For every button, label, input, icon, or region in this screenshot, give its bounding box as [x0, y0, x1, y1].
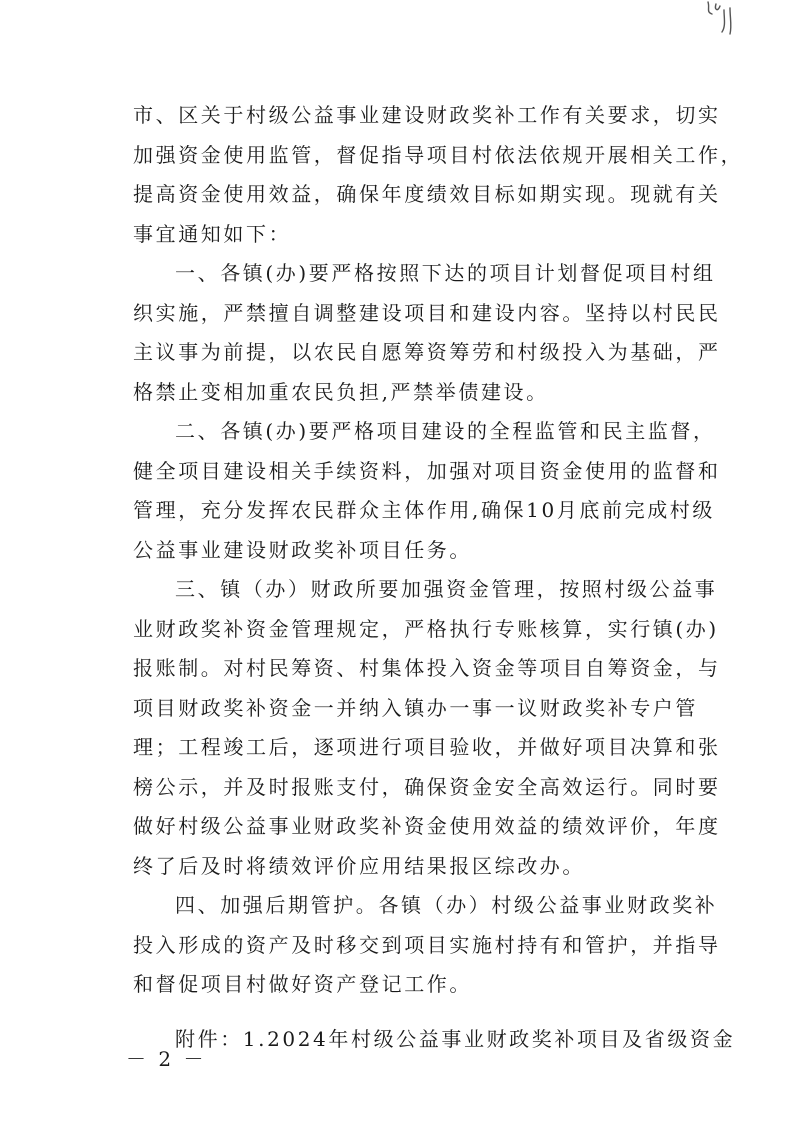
paragraph-4-line: 投入形成的资产及时移交到项目实施村持有和管护，并指导	[133, 932, 721, 957]
paragraph-1-line: 一、各镇(办)要严格按照下达的项目计划督促项目村组	[175, 261, 716, 285]
body-line: 事宜通知如下：	[133, 221, 292, 246]
paragraph-3-line: 终了后及时将绩效评价应用结果报区综改办。	[133, 853, 585, 878]
paragraph-3-line: 三、镇（办）财政所要加强资金管理，按照村级公益事	[175, 577, 718, 601]
paragraph-1-line: 主议事为前提，以农民自愿筹资筹劳和村级投入为基础，严	[133, 340, 721, 364]
paragraph-3-line: 榜公示，并及时报账支付，确保资金安全高效运行。同时要	[133, 774, 721, 799]
paragraph-4-line: 四、加强后期管护。各镇（办）村级公益事业财政奖补	[175, 893, 718, 917]
paragraph-3-line: 报账制。对村民筹资、村集体投入资金等项目自筹资金，与	[133, 656, 721, 680]
paragraph-2-line: 公益事业建设财政奖补项目任务。	[133, 537, 472, 562]
body-line: 加强资金使用监管，督促指导项目村依法依规开展相关工作，	[133, 142, 744, 167]
paragraph-2-line: 管理，充分发挥农民群众主体作用,确保10月底前完成村级	[133, 498, 716, 522]
paragraph-2-line: 二、各镇(办)要严格项目建设的全程监管和民主监督，	[175, 419, 716, 443]
paragraph-3-line: 做好村级公益事业财政奖补资金使用效益的绩效评价，年度	[133, 814, 721, 838]
paragraph-2-line: 健全项目建设相关手续资料，加强对项目资金使用的监督和	[133, 458, 721, 483]
paragraph-1-line: 格禁止变相加重农民负担,严禁举债建设。	[133, 379, 549, 404]
paragraph-4-line: 和督促项目村做好资产登记工作。	[133, 972, 472, 996]
body-line: 市、区关于村级公益事业建设财政奖补工作有关要求，切实	[133, 103, 721, 127]
paragraph-3-line: 业财政奖补资金管理规定，严格执行专账核算，实行镇(办)	[133, 616, 719, 641]
paragraph-3-line: 项目财政奖补资金一并纳入镇办一事一议财政奖补专户管	[133, 695, 698, 720]
handwritten-mark	[700, 0, 740, 40]
document-body	[133, 96, 744, 1059]
page-number: － 2 －	[126, 1047, 207, 1071]
paragraph-3-line: 理；工程竣工后，逐项进行项目验收，并做好项目决算和张	[133, 735, 721, 759]
paragraph-1-line: 织实施，严禁擅自调整建设项目和建设内容。坚持以村民民	[133, 300, 721, 325]
body-line: 提高资金使用效益，确保年度绩效目标如期实现。现就有关	[133, 182, 721, 206]
attachment-line: 附件：1.2024年村级公益事业财政奖补项目及省级资金	[175, 1026, 736, 1051]
